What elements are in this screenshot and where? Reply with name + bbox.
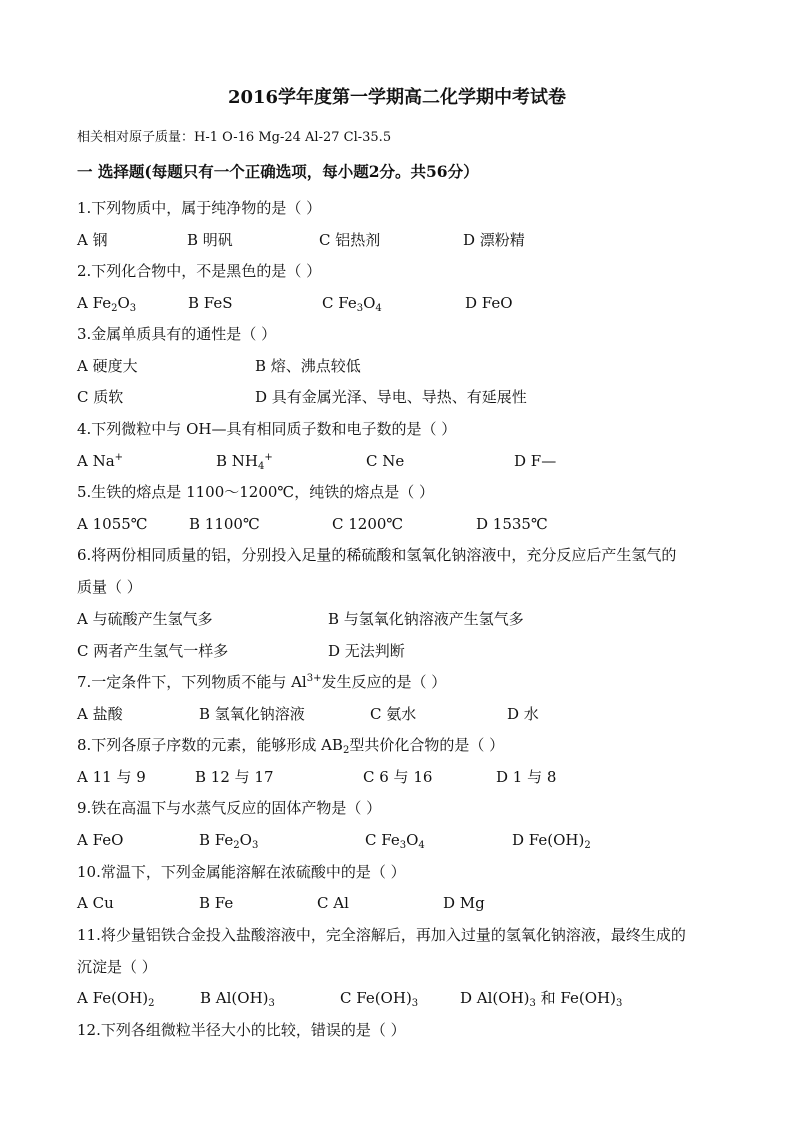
q10-option-c: C Al xyxy=(317,894,349,912)
q7-option-d: D 水 xyxy=(507,705,539,723)
q11-option-d xyxy=(460,988,622,1008)
subscript: 2 xyxy=(148,998,155,1009)
q2-option-c xyxy=(322,293,382,313)
q8-option-c: C 6 与 16 xyxy=(363,768,433,786)
formula-text: B Al(OH) xyxy=(200,989,269,1007)
formula-text: D Al(OH) xyxy=(460,989,530,1007)
q7-option-b: B 氢氧化钠溶液 xyxy=(199,705,305,723)
subscript: 3 xyxy=(411,998,419,1009)
stem-text: 型共价化合物的是（ ） xyxy=(349,736,505,754)
formula-text: O xyxy=(239,831,252,849)
subscript: 3 xyxy=(356,303,364,314)
superscript: + xyxy=(114,452,124,463)
q2-option-d: D FeO xyxy=(465,294,513,312)
q3-option-b: B 熔、沸点较低 xyxy=(255,357,361,375)
q8-option-a: A 11 与 9 xyxy=(77,768,146,786)
formula-text: C Fe xyxy=(365,831,400,849)
formula-text: B Fe xyxy=(199,831,234,849)
q6-option-d: D 无法判断 xyxy=(328,642,405,660)
subscript: 2 xyxy=(584,840,591,851)
q9-option-b xyxy=(199,830,258,850)
q4-option-d: D F— xyxy=(514,452,557,470)
formula-text: C Fe(OH) xyxy=(340,989,412,1007)
q10-option-a: A Cu xyxy=(77,894,114,912)
q8-option-b: B 12 与 17 xyxy=(195,768,274,786)
subscript: 4 xyxy=(418,840,425,851)
q4-option-c: C Ne xyxy=(366,452,405,470)
q9-option-a: A FeO xyxy=(77,831,124,849)
superscript: 3+ xyxy=(306,673,322,684)
q1-option-b: B 明矾 xyxy=(187,231,233,249)
formula-text: B NH xyxy=(216,452,258,470)
question-7-stem xyxy=(77,672,446,692)
formula-text: A Na xyxy=(77,452,115,470)
question-11-stem: 11.将少量铝铁合金投入盐酸溶液中，完全溶解后，再加入过量的氢氧化钠溶液，最终生成的 xyxy=(77,926,686,944)
q11-option-c xyxy=(340,988,418,1008)
q9-option-c xyxy=(365,830,425,850)
subscript: 3 xyxy=(268,998,275,1009)
q4-option-b xyxy=(216,451,273,471)
formula-text: C Fe xyxy=(322,294,357,312)
q10-option-b: B Fe xyxy=(199,894,234,912)
question-3-stem: 3.金属单质具有的通性是（ ） xyxy=(77,325,277,343)
q6-option-c: C 两者产生氢气一样多 xyxy=(77,642,229,660)
question-8-stem xyxy=(77,735,504,755)
q2-option-b: B FeS xyxy=(188,294,233,312)
q7-option-c: C 氨水 xyxy=(370,705,417,723)
subscript: 2 xyxy=(233,840,240,851)
q9-option-d xyxy=(512,830,591,850)
stem-text: 发生反应的是（ ） xyxy=(321,673,447,691)
question-12-stem: 12.下列各组微粒半径大小的比较，错误的是（ ） xyxy=(77,1021,406,1039)
section-heading: 一 选择题(每题只有一个正确选项，每小题2分。共56分） xyxy=(77,162,479,181)
q1-option-a: A 钢 xyxy=(77,231,108,249)
subscript: 4 xyxy=(375,303,382,314)
q1-option-c: C 铝热剂 xyxy=(319,231,381,249)
page-title: 2016学年度第一学期高二化学期中考试卷 xyxy=(227,87,567,108)
stem-text: 7.一定条件下，下列物质不能与 Al xyxy=(77,673,307,691)
subscript: 3 xyxy=(129,303,137,314)
formula-text: O xyxy=(117,294,130,312)
subscript: 3 xyxy=(615,998,623,1009)
q5-option-b: B 1100℃ xyxy=(189,515,260,533)
q5-option-c: C 1200℃ xyxy=(332,515,404,533)
superscript: + xyxy=(264,452,273,463)
stem-text: 8.下列各原子序数的元素，能够形成 AB xyxy=(77,736,343,754)
question-4-stem: 4.下列微粒中与 OH—具有相同质子数和电子数的是（ ） xyxy=(77,420,457,438)
subscript: 4 xyxy=(258,461,265,472)
question-2-stem: 2.下列化合物中，不是黑色的是（ ） xyxy=(77,262,322,280)
q10-option-d: D Mg xyxy=(443,894,485,912)
question-10-stem: 10.常温下，下列金属能溶解在浓硫酸中的是（ ） xyxy=(77,863,406,881)
q5-option-d: D 1535℃ xyxy=(476,515,548,533)
q3-option-c: C 质软 xyxy=(77,388,124,406)
subscript: 2 xyxy=(111,303,118,314)
subscript: 3 xyxy=(399,840,407,851)
q11-option-b xyxy=(200,988,275,1008)
formula-text: D Fe(OH) xyxy=(512,831,585,849)
q7-option-a: A 盐酸 xyxy=(77,705,123,723)
question-1-stem: 1.下列物质中，属于纯净物的是（ ） xyxy=(77,199,322,217)
q5-option-a: A 1055℃ xyxy=(77,515,148,533)
formula-text: O xyxy=(406,831,419,849)
subscript: 3 xyxy=(529,998,536,1009)
q4-option-a xyxy=(77,451,123,471)
question-6-stem: 6.将两份相同质量的铝，分别投入足量的稀硫酸和氢氧化钠溶液中，充分反应后产生氢气的 xyxy=(77,546,677,564)
question-6-stem-continued: 质量（ ） xyxy=(77,578,142,596)
formula-text: O xyxy=(363,294,376,312)
q6-option-a: A 与硫酸产生氢气多 xyxy=(77,610,213,628)
q6-option-b: B 与氢氧化钠溶液产生氢气多 xyxy=(328,610,524,628)
q8-option-d: D 1 与 8 xyxy=(496,768,557,786)
question-11-stem-continued: 沉淀是（ ） xyxy=(77,958,157,976)
q11-option-a xyxy=(77,988,155,1008)
q2-option-a xyxy=(77,293,136,313)
q3-option-d: D 具有金属光泽、导电、导热、有延展性 xyxy=(255,388,527,406)
question-9-stem: 9.铁在高温下与水蒸气反应的固体产物是（ ） xyxy=(77,799,382,817)
q1-option-d: D 漂粉精 xyxy=(463,231,525,249)
atomic-masses-line: 相关相对原子质量：H-1 O-16 Mg-24 Al-27 Cl-35.5 xyxy=(77,130,392,145)
formula-text: A Fe(OH) xyxy=(77,989,149,1007)
q3-option-a: A 硬度大 xyxy=(77,357,138,375)
formula-text: 和 Fe(OH) xyxy=(535,989,616,1007)
question-5-stem: 5.生铁的熔点是 1100～1200℃，纯铁的熔点是（ ） xyxy=(77,483,434,501)
subscript: 3 xyxy=(251,840,259,851)
formula-text: A Fe xyxy=(77,294,112,312)
subscript: 2 xyxy=(342,745,350,756)
